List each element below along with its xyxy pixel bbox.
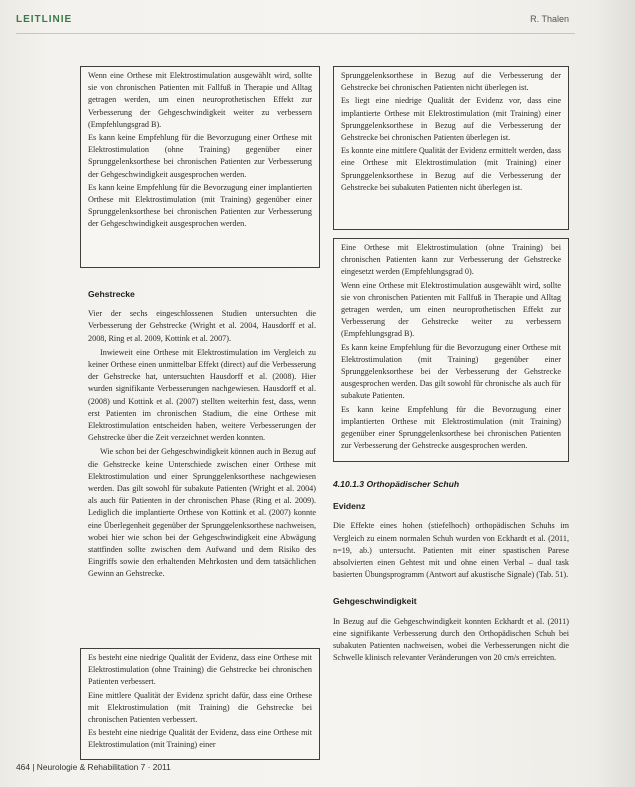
paragraph: Die Effekte eines hohen (stiefelhoch) orthopädischen Schuhs im Vergleich zu einem normalen Schuh wurden von Eckhardt et al. (2011, n=19, ab.) untersucht. Patienten mit einer spastischen Parese absolvierten einen Gehtest mit und ohne einen Verbal – dual task basierten Übungsprogramm (Antwort auf akustische Signale) (Tab. 51). xyxy=(333,521,569,580)
recommendation-text: Es kann keine Empfehlung für die Bevorzugung einer implantierten Orthese mit Elektrostimulation (mit Training) gegenüber einer Sprunggelenksorthese bei chronischen Patienten zur Verbesserung der Gehgeschwindigkeit ausgesprochen werden. xyxy=(88,182,312,229)
header-rule xyxy=(16,33,575,34)
evidence-text: Eine mittlere Qualität der Evidenz spricht dafür, dass eine Orthese mit Elektrostimulation (mit Training) die Gehstrecke bei chronischen Patienten verbessert. xyxy=(88,690,312,725)
subheading-gehgeschwindigkeit: Gehgeschwindigkeit xyxy=(333,596,417,607)
paragraph: In Bezug auf die Gehgeschwindigkeit konnten Eckhardt et al. (2011) eine signifikante Verbesserung durch den Orthopädischen Schuh bei subakuten Patienten nachweisen, wobei die Verbesserungen nicht die Schwelle klinisch relevanter Veränderungen von 20 cm/s erreichten. xyxy=(333,616,569,663)
evidence-text: Sprunggelenksorthese in Bezug auf die Verbesserung der Gehstrecke bei chronischen Patienten nicht überlegen ist. xyxy=(341,71,561,93)
recommendation-text: Eine Orthese mit Elektrostimulation (ohne Training) bei chronischen Patienten kann zur Verbesserung der Gehstrecke eingesetzt werden (Empfehlungsgrad 0). xyxy=(341,243,561,277)
evidence-box-distance xyxy=(80,648,320,760)
evidence-text: Es liegt eine niedrige Qualität der Evidenz vor, dass eine implantierte Orthese mit Elektrostimulation (mit Training) einer Sprunggelenksorthese in Bezug auf die Verbesserung der Gehstrecke bei chronischen Patienten überlegen ist. xyxy=(341,96,561,143)
recommendation-box-speed xyxy=(80,66,320,268)
evidence-text: Es besteht eine niedrige Qualität der Evidenz, dass eine Orthese mit Elektrostimulation (mit Training) einer xyxy=(88,728,312,750)
section-label: LEITLINIE xyxy=(16,14,73,25)
recommendation-text: Wenn eine Orthese mit Elektrostimulation ausgewählt wird, sollte sie von chronischen Patienten mit Fallfuß in Therapie und Alltag getragen werden, um einen neuroprothetischen Effekt zur Verbesserung der Gehstrecke weiter zu verbessern (Empfehlungsgrad B). xyxy=(341,280,561,339)
recommendation-text: Es kann keine Empfehlung für die Bevorzugung einer implantierten Orthese mit Elektrostimulation (mit Training) gegenüber einer Sprunggelenksorthese bei chronischen Patienten zur Verbesserung der Gehstrecke ausgesprochen werden. xyxy=(341,404,561,451)
section-heading: 4.10.1.3 Orthopädischer Schuh xyxy=(333,479,460,489)
page-edge-shadow xyxy=(595,0,635,787)
recommendation-text: Es kann keine Empfehlung für die Bevorzugung einer Orthese mit Elektrostimulation (mit Training) gegenüber einer Sprunggelenksorthese bei der Verbesserung der Gehstrecke ausgesprochen werden. Das gilt sowohl für chronische als auch für subakute Patienten. xyxy=(341,342,561,401)
page-header xyxy=(0,0,635,44)
heading-gehstrecke: Gehstrecke xyxy=(88,289,135,299)
page-footer: 464 | Neurologie & Rehabilitation 7 · 2011 xyxy=(16,762,171,772)
recommendation-box-distance xyxy=(333,238,569,462)
evidence-text: Es besteht eine niedrige Qualität der Evidenz, dass eine Orthese mit Elektrostimulation (ohne Training) die Gehstrecke bei chronischen Patienten verbessert. xyxy=(88,653,312,687)
left-column-text xyxy=(88,288,316,583)
author-label: R. Thalen xyxy=(530,14,569,24)
evidence-text: Es konnte eine mittlere Qualität der Evidenz ermittelt werden, dass eine Orthese mit Elektrostimulation (mit Training) einer Sprunggelenksorthese in Bezug auf die Verbesserung der Gehstrecke bei subakuten Patienten nicht überlegen ist. xyxy=(341,146,561,192)
evidence-box-right xyxy=(333,66,569,230)
recommendation-text: Wenn eine Orthese mit Elektrostimulation ausgewählt wird, sollte sie von chronischen Patienten mit Fallfuß in Therapie und Alltag getragen werden, um einen neuroprothetischen Effekt zur Verbesserung der Gehgeschwindigkeit weiter zu verbessern (Empfehlungsgrad B). xyxy=(88,71,312,129)
paragraph: Wie schon bei der Gehgeschwindigkeit können auch in Bezug auf die Gehstrecke keine Unterschiede zwischen einer Orthese mit Elektrostimulation und einer Sprunggelenksorthese nachgewiesen werden. Das gilt sowohl für subakute Patienten (Wright et al. 2004) als auch für Patienten in der chronischen Phase (Ring et al. 2009). Lediglich die implantierte Orthese von Kottink et al. (2007) konnte eine Überlegenheit gegenüber der Sprunggelenksorthese nachweisen, wobei hier wie schon bei der Gehgeschwindigkeit eine Abwägung stattfinden sollte zwischen dem Aufwand und dem Risiko des Eingriffs sowie den erhaltenden Mehrkosten und dem tatsächlichen Gewinn an Gehstrecke. xyxy=(88,447,316,579)
paragraph: Vier der sechs eingeschlossenen Studien untersuchten die Verbesserung der Gehstrecke (Wright et al. 2004, Hausdorff et al. 2008, Ring et al. 2009, Kottink et al. 2007). xyxy=(88,309,316,343)
subheading-evidenz: Evidenz xyxy=(333,501,366,512)
paragraph: Inwieweit eine Orthese mit Elektrostimulation im Vergleich zu keiner Orthese einen unmittelbar Effekt (direct) auf die Verbesserung der Gehstrecke hat, untersuchten Hausdorff et al. (2008). Hier wurden signifikante Verbesserungen nachgewiesen. Hausdorff et al. (2008) und Kottink et al. (2007) stellten weiterhin fest, dass, wenn erst Patienten im chronischen Stadium, die eine Orthese mit Elektrostimulation entscheiden haben, weitere Verbesserungen der Gehstrecke über die Zeit verzeichnet werden konnten. xyxy=(88,347,316,443)
recommendation-text: Es kann keine Empfehlung für die Bevorzugung einer Orthese mit Elektrostimulation (ohne Training) gegenüber einer Sprunggelenksorthese bei chronischen Patienten zur Verbesserung der Gehgeschwindigkeit ausgesprochen werden. xyxy=(88,133,312,179)
right-column-text xyxy=(333,478,569,666)
